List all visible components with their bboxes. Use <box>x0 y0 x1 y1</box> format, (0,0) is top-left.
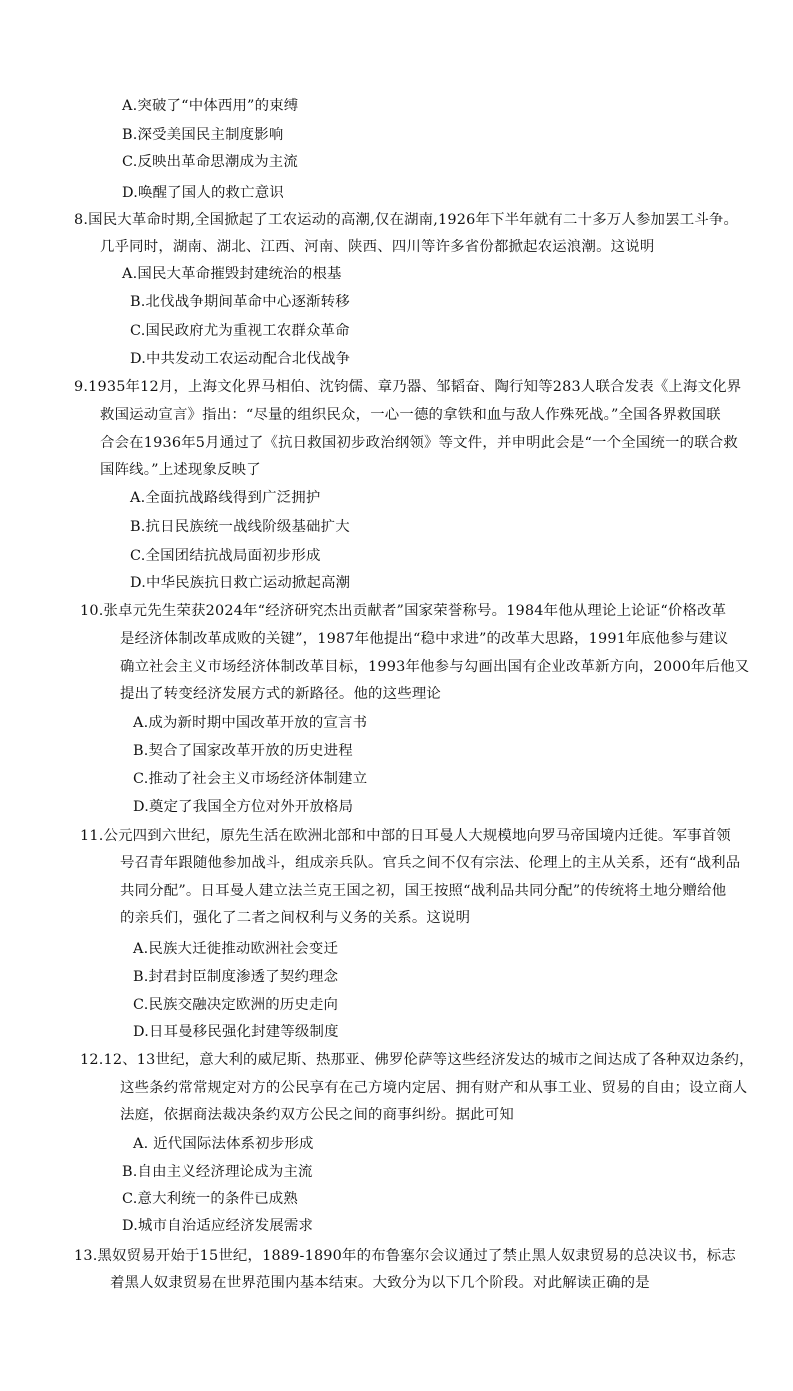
text-line: D.日耳曼移民强化封建等级制度 <box>133 1024 339 1040</box>
text-line: A. 近代国际法体系初步形成 <box>133 1136 314 1152</box>
text-line: C.推动了社会主义市场经济体制建立 <box>133 771 368 787</box>
text-line: 的亲兵们，强化了二者之间权利与义务的关系。这说明 <box>120 910 471 926</box>
text-line: 13.黑奴贸易开始于15世纪，1889-1890年的布鲁塞尔会议通过了禁止黑人奴隶贸易的总决议书，标志 <box>74 1248 736 1264</box>
text-line: B.抗日民族统一战线阶级基础扩大 <box>130 519 350 535</box>
text-line: B.契合了国家改革开放的历史进程 <box>133 743 353 759</box>
text-line: A.全面抗战路线得到广泛拥护 <box>130 490 321 506</box>
text-line: 12.12、13世纪，意大利的威尼斯、热那亚、佛罗伦萨等这些经济发达的城市之间达成了各种双边条约， <box>80 1052 754 1068</box>
text-line: D.城市自治适应经济发展需求 <box>122 1218 314 1234</box>
text-line: 法庭，依据商法裁决条约双方公民之间的商事纠纷。据此可知 <box>120 1107 514 1123</box>
text-line: 救国运动宣言》指出：“尽量的组织民众，一心一德的拿铁和血与敌人作殊死战。”全国各界救国联 <box>100 407 721 423</box>
text-line: 8.国民大革命时期,全国掀起了工农运动的高潮,仅在湖南,1926年下半年就有二十多万人参加罢工斗争。 <box>74 212 739 228</box>
text-line: C.意大利统一的条件已成熟 <box>122 1191 298 1207</box>
text-line: 11.公元四到六世纪，原先生活在欧洲北部和中部的日耳曼人大规模地向罗马帝国境内迁徙。军事首领 <box>80 828 731 844</box>
text-line: D.奠定了我国全方位对外开放格局 <box>133 799 354 815</box>
text-line: 9.1935年12月，上海文化界马相伯、沈钧儒、章乃器、邹韬奋、陶行知等283人联合发表《上海文化界 <box>74 379 742 395</box>
text-line: 几乎同时，湖南、湖北、江西、河南、陕西、四川等许多省份都掀起农运浪潮。这说明 <box>100 239 655 255</box>
text-line: A.成为新时期中国改革开放的宣言书 <box>133 715 368 731</box>
text-line: 提出了转变经济发展方式的新路径。他的这些理论 <box>120 686 441 702</box>
text-line: D.中华民族抗日救亡运动掀起高潮 <box>130 575 351 591</box>
text-line: 号召青年跟随他参加战斗，组成亲兵队。官兵之间不仅有宗法、伦理上的主从关系，还有“战利品 <box>120 855 741 871</box>
text-line: B.自由主义经济理论成为主流 <box>122 1164 313 1180</box>
text-line: 合会在1936年5月通过了《抗日救国初步政治纲领》等文件，并申明此会是“一个全国统一的联合救 <box>100 435 738 451</box>
text-line: 确立社会主义市场经济体制改革目标，1993年他参与勾画出国有企业改革新方向，2000年后他又 <box>120 659 750 675</box>
text-line: B.封君封臣制度渗透了契约理念 <box>133 969 339 985</box>
text-line: 共同分配”。日耳曼人建立法兰克王国之初，国王按照“战利品共同分配”的传统将土地分赠给他 <box>120 883 727 899</box>
text-line: C.反映出革命思潮成为主流 <box>122 154 298 170</box>
text-line: 是经济体制改革成败的关键”，1987年他提出“稳中求进”的改革大思路，1991年底他参与建议 <box>120 631 729 647</box>
text-line: B.北伐战争期间革命中心逐渐转移 <box>130 294 350 310</box>
text-line: 国阵线。”上述现象反映了 <box>100 462 261 478</box>
text-line: C.全国团结抗战局面初步形成 <box>130 548 321 564</box>
text-line: A.突破了“中体西用”的束缚 <box>122 98 299 114</box>
text-line: 10.张卓元先生荣获2024年“经济研究杰出贡献者”国家荣誉称号。1984年他从理论上论证“价格改革 <box>80 603 727 619</box>
text-line: 这些条约常常规定对方的公民享有在己方境内定居、拥有财产和从事工业、贸易的自由；设立商人 <box>120 1080 748 1096</box>
text-line: D.唤醒了国人的救亡意识 <box>122 185 284 201</box>
text-line: A.民族大迁徙推动欧洲社会变迁 <box>133 941 339 957</box>
text-line: A.国民大革命摧毁封建统治的根基 <box>122 266 342 282</box>
text-line: 着黑人奴隶贸易在世界范围内基本结束。大致分为以下几个阶段。对此解读正确的是 <box>110 1275 650 1291</box>
text-line: C.民族交融决定欧洲的历史走向 <box>133 997 339 1013</box>
text-line: C.国民政府尤为重视工农群众革命 <box>130 323 350 339</box>
text-line: D.中共发动工农运动配合北伐战争 <box>130 351 351 367</box>
text-line: B.深受美国民主制度影响 <box>122 127 284 143</box>
